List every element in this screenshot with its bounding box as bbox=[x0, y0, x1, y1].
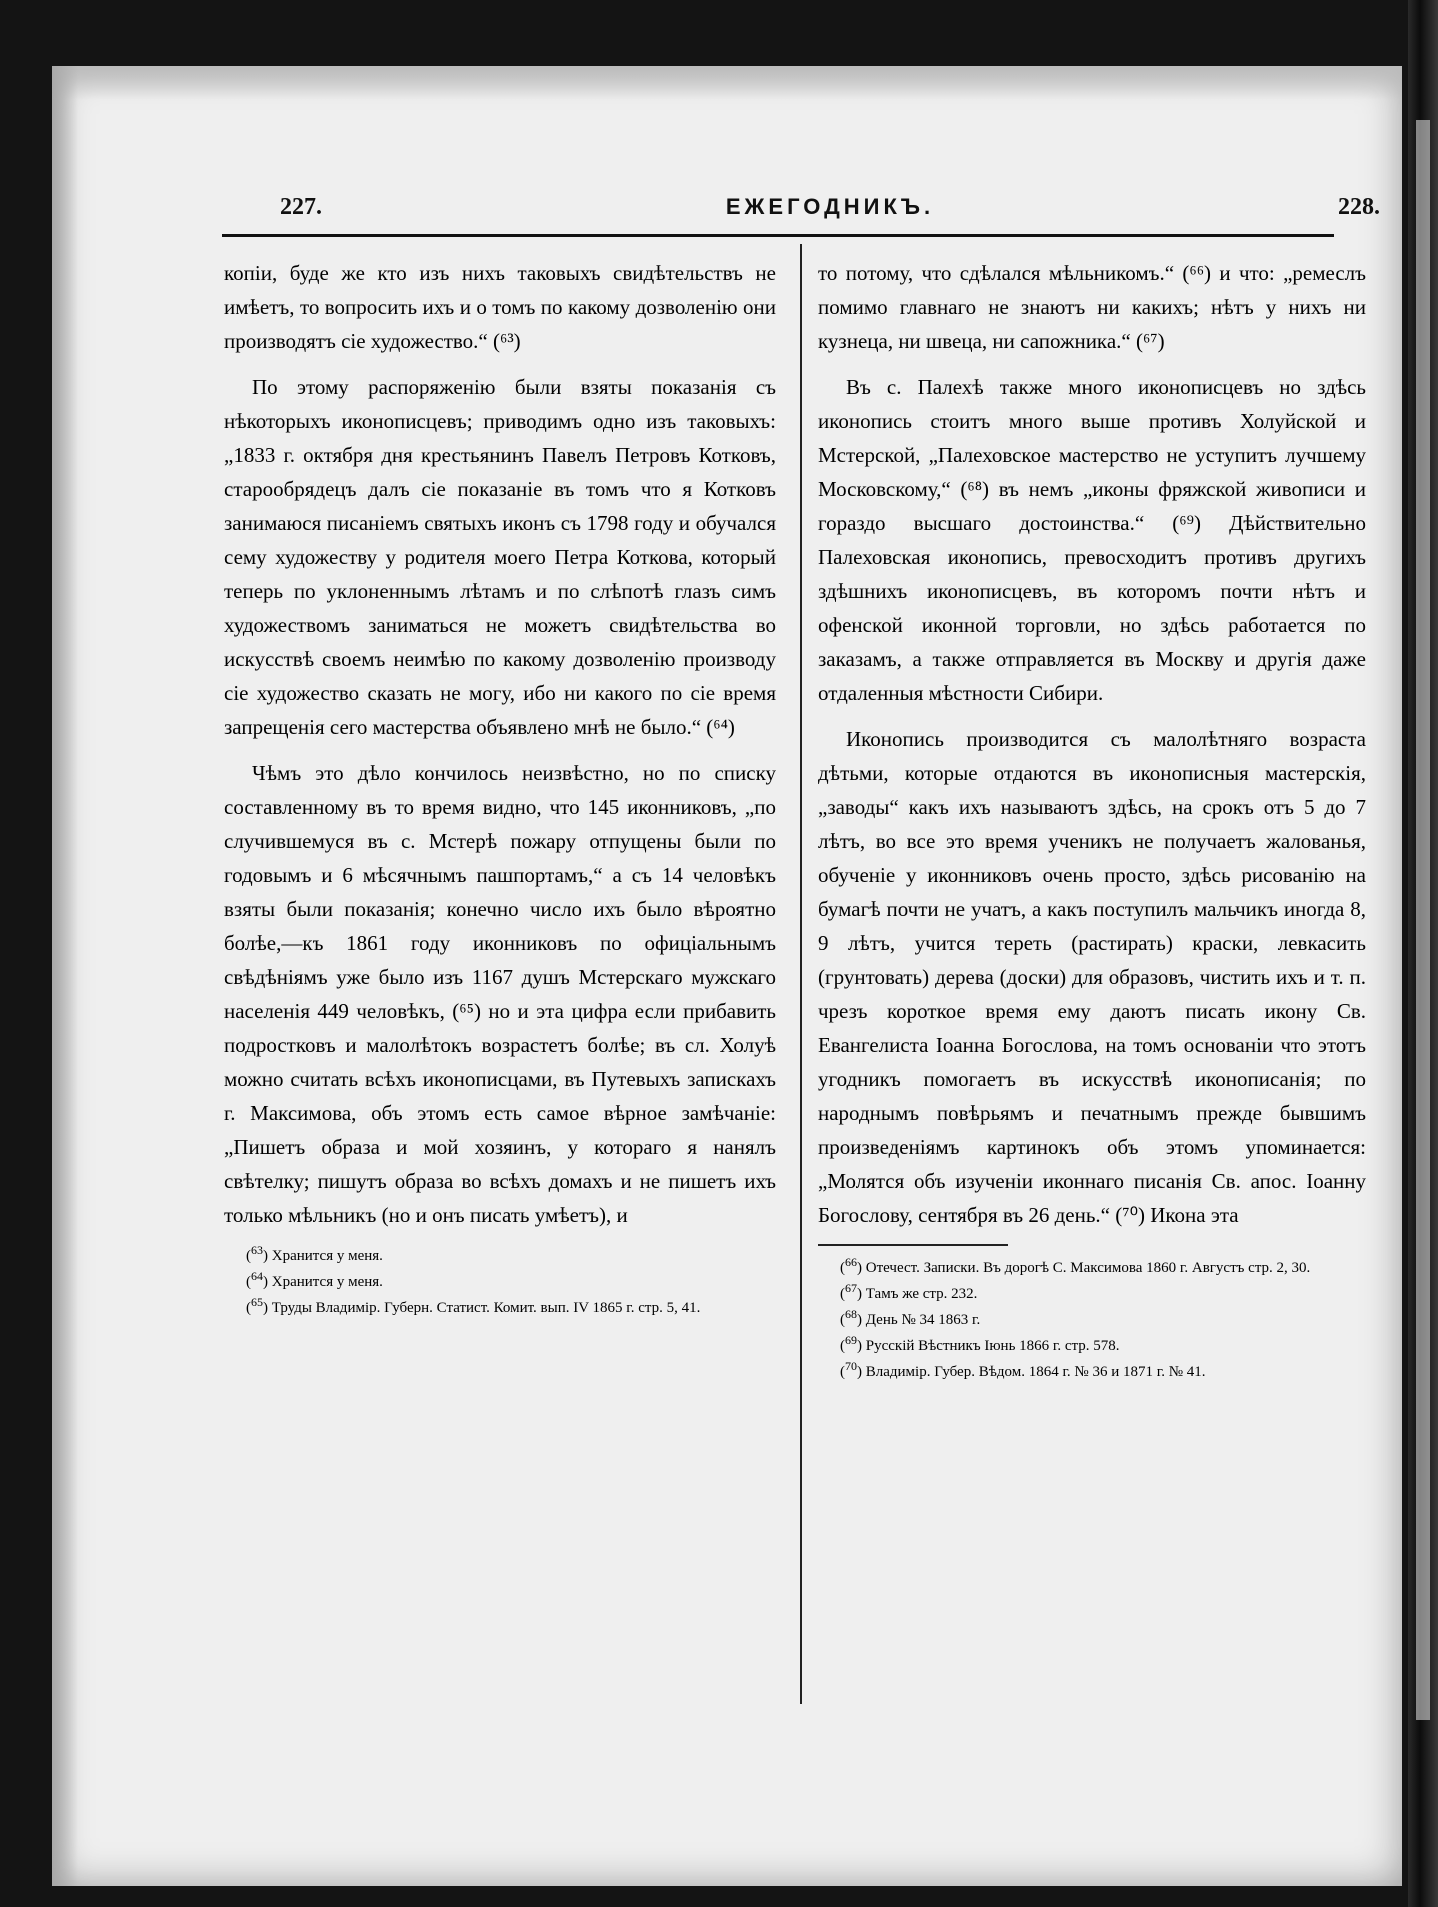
footnote-text: Отечест. Записки. Въ дорогѣ С. Максимова 1860 г. Августъ стр. 2, 30. bbox=[865, 1260, 1311, 1276]
footnote-67: ($^{67}$) Тамъ же стр. 232. bbox=[840, 1281, 978, 1302]
footnote-69: ($^{69}$) Русскій Вѣстникъ Іюнь 1866 г. стр. 578. bbox=[840, 1333, 1120, 1354]
footnote-text: День № 34 1863 г. bbox=[865, 1312, 981, 1328]
footnote-64: ($^{64}$) Хранится у меня. bbox=[246, 1269, 383, 1290]
footnote-text: Тамъ же стр. 232. bbox=[865, 1286, 978, 1302]
footnote-mark: 69 bbox=[845, 1333, 857, 1347]
footnote-68: ($^{68}$) День № 34 1863 г. bbox=[840, 1307, 981, 1328]
header-rule bbox=[222, 234, 1334, 237]
right-column bbox=[818, 256, 1366, 1386]
footnote-70: ($^{70}$) Владимір. Губер. Вѣдом. 1864 г. № 36 и 1871 г. № 41. bbox=[840, 1359, 1206, 1380]
page-number-right: 228. bbox=[1338, 194, 1380, 220]
left-footnotes bbox=[224, 1244, 776, 1320]
running-title: ЕЖЕГОДНИКЪ. bbox=[725, 194, 935, 219]
footnote-mark: 66 bbox=[845, 1255, 857, 1269]
footnote-65: ($^{65}$) Труды Владимір. Губерн. Статист. Комит. вып. IV 1865 г. стр. 5, 41. bbox=[246, 1295, 701, 1316]
footnote-text: Владимір. Губер. Вѣдом. 1864 г. № 36 и 1871 г. № 41. bbox=[865, 1364, 1206, 1380]
right-paragraph-3: Иконопись производится съ малолѣтняго возраста дѣтьми, которые отдаются въ иконописныя мастерскія, „заводы“ какъ ихъ называютъ здѣсь, на срокъ отъ 5 до 7 лѣтъ, во все это время ученикъ не получаетъ жалованья, обученіе у иконниковъ очень просто, здѣсь рисованію на бумагѣ почти не учатъ, а какъ поступилъ мальчикъ иногда 8, 9 лѣтъ, учится тереть (растирать) краски, левкасить (грунтовать) дерева (доски) для образовъ, чистить ихъ и т. п. чрезъ короткое время ему даютъ писать икону Св. Евангелиста Іоанна Богослова, на томъ основаніи что этотъ угодникъ помогаетъ въ искусствѣ иконописанія; по народнымъ повѣрьямъ и печатнымъ прежде бывшимъ произведеніямъ картинокъ объ этомъ упоминается: „Молятся объ изученіи иконнаго писанія Св. апос. Іоанну Богослову, сентября въ 26 день.“ (⁷⁰) Икона эта bbox=[818, 727, 1366, 1227]
next-page-edge bbox=[1408, 0, 1438, 1907]
right-paragraph-1: то потому, что сдѣлался мѣльникомъ.“ (⁶⁶) и что: „ремеслъ помимо главнаго не знаютъ ни какихъ; нѣтъ у нихъ ни кузнеца, ни швеца, ни сапожника.“ (⁶⁷) bbox=[818, 261, 1366, 353]
right-footnotes bbox=[818, 1244, 1366, 1384]
page-number-left: 227. bbox=[280, 194, 322, 220]
footnote-text: Русскій Вѣстникъ Іюнь 1866 г. стр. 578. bbox=[865, 1338, 1120, 1354]
footnote-66: ($^{66}$) Отечест. Записки. Въ дорогѣ С. Максимова 1860 г. Августъ стр. 2, 30. bbox=[840, 1255, 1311, 1276]
column-divider bbox=[800, 244, 802, 1704]
footnote-63: ($^{63}$) Хранится у меня. bbox=[246, 1243, 383, 1264]
left-paragraph-3: Чѣмъ это дѣло кончилось неизвѣстно, но по списку составленному въ то время видно, что 145 иконниковъ, „по случившемуся въ с. Мстерѣ пожару отпущены были по годовымъ и 6 мѣсячнымъ пашпортамъ,“ а съ 14 человѣкъ взяты были показанія; конечно число ихъ было вѣроятно болѣе,—къ 1861 году иконниковъ по офиціальнымъ свѣдѣніямъ уже было изъ 1167 душъ Мстерскаго мужскаго населенія 449 человѣкъ, (⁶⁵) но и эта цифра если прибавить подростковъ и малолѣтокъ возрастетъ болѣе; въ сл. Холуѣ можно считать всѣхъ иконописцами, въ Путевыхъ запискахъ г. Максимова, объ этомъ есть самое вѣрное замѣчаніе: „Пишетъ образа и мой хозяинъ, у котораго я нанялъ свѣтелку; пишутъ образа во всѣхъ домахъ и не пишетъ ихъ только мѣльникъ (но и онъ писать умѣетъ), и bbox=[224, 761, 776, 1227]
right-paragraph-2: Въ с. Палехѣ также много иконописцевъ но здѣсь иконопись стоитъ много выше противъ Холуйской и Мстерской, „Палеховское мастерство не уступитъ лучшему Московскому,“ (⁶⁸) въ немъ „иконы фряжской живописи и гораздо высшаго достоинства.“ (⁶⁹) Дѣйствительно Палеховская иконопись, превосходитъ противъ другихъ здѣшнихъ иконописцевъ, въ которомъ почти нѣтъ и офенской иконной торговли, но здѣсь работается по заказамъ, а также отправляется въ Москву и другія даже отдаленныя мѣстности Сибири. bbox=[818, 375, 1366, 705]
right-footnote-rule bbox=[818, 1244, 1008, 1246]
footnote-mark: 67 bbox=[845, 1281, 857, 1295]
left-column bbox=[224, 256, 776, 1322]
footnote-mark: 65 bbox=[251, 1295, 263, 1309]
footnote-text: Хранится у меня. bbox=[271, 1248, 383, 1264]
footnote-mark: 70 bbox=[845, 1359, 857, 1373]
left-paragraph-2: По этому распоряженію были взяты показанія съ нѣкоторыхъ иконописцевъ; приводимъ одно изъ таковыхъ: „1833 г. октября дня крестьянинъ Павелъ Петровъ Котковъ, старообрядецъ далъ сіе показаніе въ томъ что я Котковъ занимаюся писаніемъ святыхъ иконъ съ 1798 году и обучался сему художеству у родителя моего Петра Коткова, который теперь по уклоненнымъ лѣтамъ и по слѣпотѣ глазъ симъ художествомъ заниматься не можетъ свидѣтельства во искусствѣ своемъ неимѣю по какому дозволенію производу сіе художество сказать не могу, ибо ни какого по сіе время запрещенія сего мастерства объявлено мнѣ не было.“ (⁶⁴) bbox=[224, 375, 776, 739]
next-page-edge-paper bbox=[1416, 120, 1430, 1720]
page-header bbox=[280, 194, 1380, 234]
footnote-mark: 68 bbox=[845, 1307, 857, 1321]
footnote-mark: 63 bbox=[251, 1243, 263, 1257]
footnote-mark: 64 bbox=[251, 1269, 263, 1283]
footnote-text: Труды Владимір. Губерн. Статист. Комит. вып. IV 1865 г. стр. 5, 41. bbox=[271, 1300, 701, 1316]
footnote-text: Хранится у меня. bbox=[271, 1274, 383, 1290]
left-paragraph-1: копіи, буде же кто изъ нихъ таковыхъ свидѣтельствъ не имѣетъ, то вопросить ихъ и о томъ по какому дозволенію они производятъ сіе художество.“ (⁶³) bbox=[224, 261, 776, 353]
